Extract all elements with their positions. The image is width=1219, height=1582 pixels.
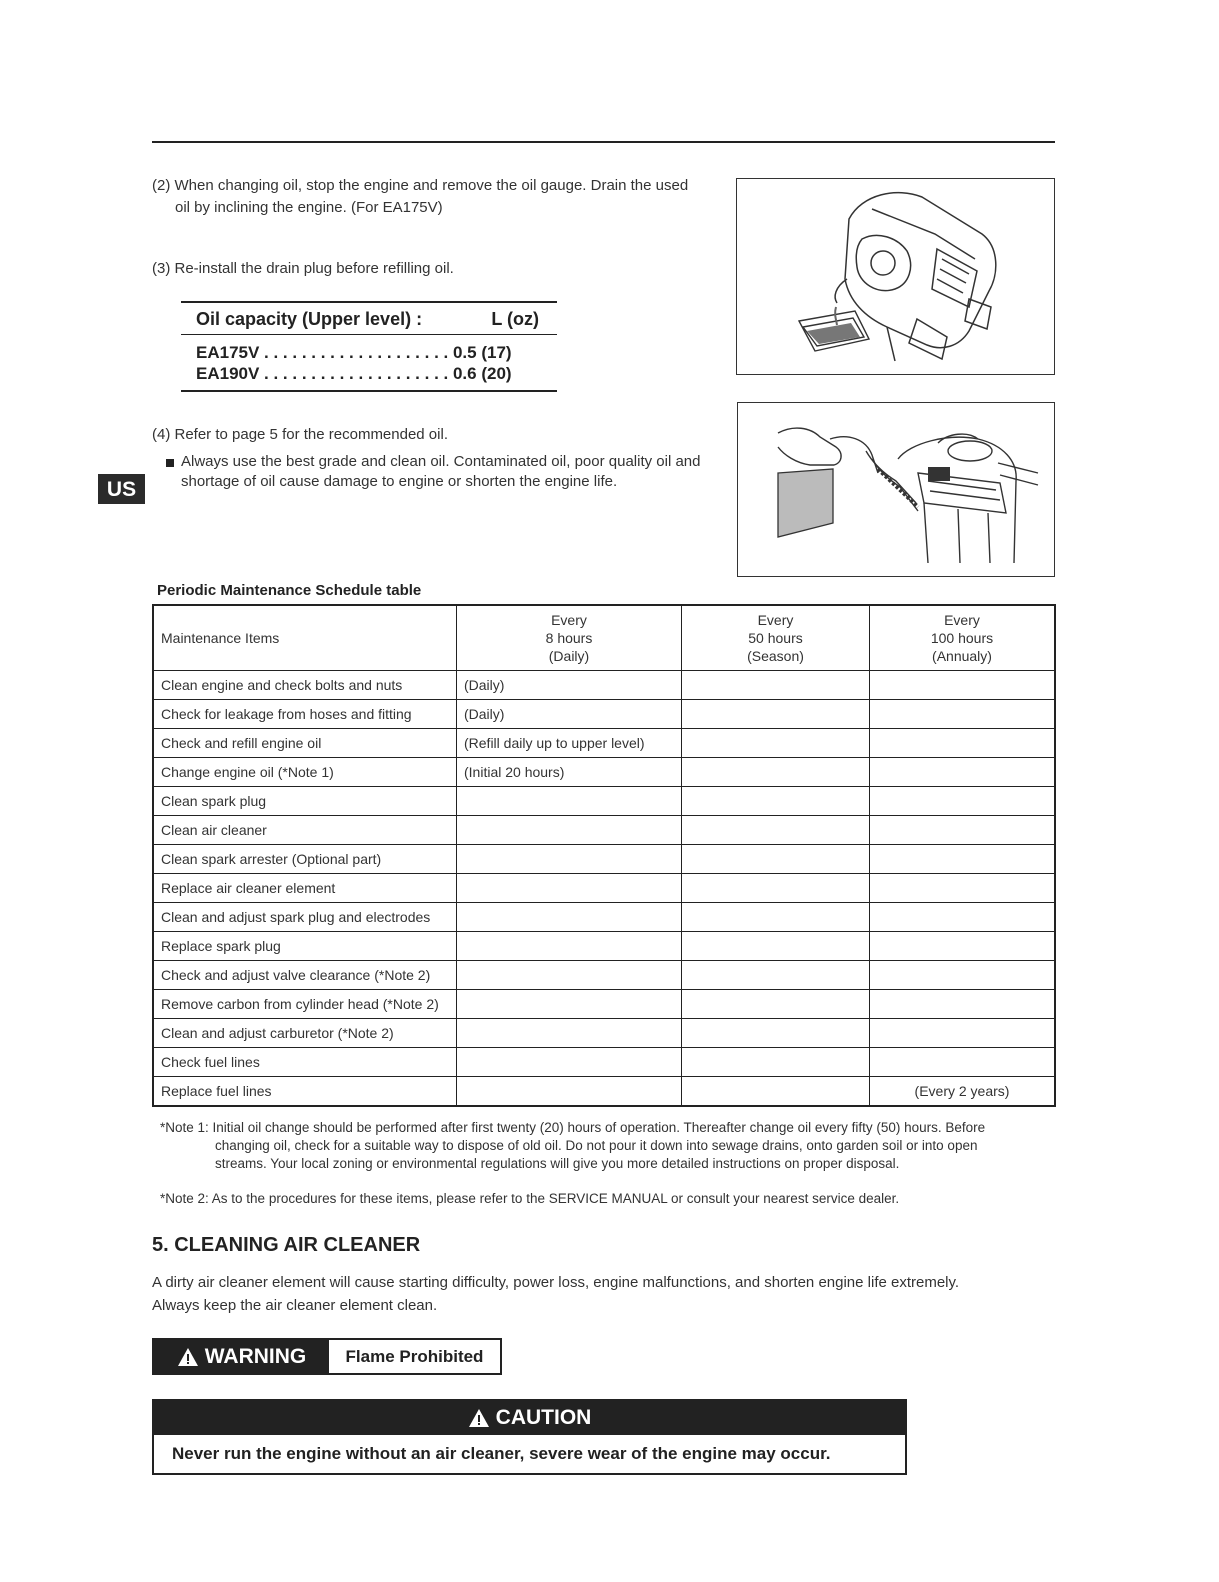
note-1: *Note 1: Initial oil change should be performed after first twenty (20) hours of operation. Thereafter change oil every fifty (50) hours. Before changing oil, check for a suitable way to dispose of old oil. Do not pour it down into sewage drains, onto garden soil or into open streams. Your local zoning or environmental regulations will give you more detailed instructions on proper disposal.	[160, 1120, 986, 1171]
oil-capacity-ea190v: EA190V . . . . . . . . . . . . . . . . . . . . 0.6 (20)	[196, 364, 512, 383]
warning-triangle-icon	[177, 1347, 199, 1367]
step-2-line-1: (2) When changing oil, stop the engine and remove the oil gauge. Drain the used	[152, 177, 689, 194]
table-row	[153, 845, 1055, 874]
table-row	[153, 700, 1055, 729]
table-row	[153, 990, 1055, 1019]
table-row	[153, 671, 1055, 700]
header-every-50-hours: Every 50 hours (Season)	[682, 605, 870, 671]
row-8h-cell: (Refill daily up to upper level)	[457, 729, 682, 758]
oil-refill-drawing	[738, 403, 1054, 576]
bullet-line-1: Always use the best grade and clean oil. Contaminated oil, poor quality oil and	[181, 453, 701, 470]
step-2	[152, 175, 712, 219]
oil-capacity-unit: L (oz)	[491, 309, 539, 329]
row-8h-cell: (Daily)	[457, 671, 682, 700]
row-item: Check and adjust valve clearance (*Note 2)	[153, 961, 457, 990]
row-item: Replace fuel lines	[153, 1077, 457, 1107]
row-item: Replace spark plug	[153, 932, 457, 961]
caution-text: Never run the engine without an air cleaner, severe wear of the engine may occur.	[172, 1444, 831, 1463]
row-item: Check and refill engine oil	[153, 729, 457, 758]
step-3: (3) Re-install the drain plug before refilling oil.	[152, 260, 454, 277]
row-item: Clean spark arrester (Optional part)	[153, 845, 457, 874]
engine-draining-drawing	[737, 179, 1054, 374]
table-row: Replace fuel lines (Every 2 years)	[153, 1077, 1055, 1107]
table-row	[153, 816, 1055, 845]
row-item: Clean and adjust spark plug and electrodes	[153, 903, 457, 932]
caution-label: CAUTION	[495, 1406, 592, 1429]
warning-box	[152, 1338, 502, 1375]
oil-refill-illustration	[737, 402, 1055, 577]
row-8h-cell: (Initial 20 hours)	[457, 758, 682, 787]
caution-triangle-icon	[468, 1408, 490, 1428]
row-item: Remove carbon from cylinder head (*Note 2)	[153, 990, 457, 1019]
warning-text: Flame Prohibited	[345, 1346, 484, 1366]
engine-draining-illustration	[736, 178, 1055, 375]
oil-capacity-box	[181, 301, 557, 392]
header-maintenance-items: Maintenance Items	[153, 605, 457, 671]
row-item: Clean and adjust carburetor (*Note 2)	[153, 1019, 457, 1048]
bullet-line-2: shortage of oil cause damage to engine or shorten the engine life.	[181, 473, 618, 490]
step-4: (4) Refer to page 5 for the recommended oil.	[152, 426, 448, 443]
row-item: Clean air cleaner	[153, 816, 457, 845]
table-row	[153, 903, 1055, 932]
row-item: Check for leakage from hoses and fitting	[153, 700, 457, 729]
warning-label: WARNING	[204, 1344, 307, 1368]
row-item: Check fuel lines	[153, 1048, 457, 1077]
table-row	[153, 787, 1055, 816]
row-item: Replace air cleaner element	[153, 874, 457, 903]
table-row	[153, 729, 1055, 758]
row-item: Clean spark plug	[153, 787, 457, 816]
caution-box	[152, 1399, 907, 1475]
section-5-text: A dirty air cleaner element will cause starting difficulty, power loss, engine malfunctions, and shorten engine life extremely. Always keep the air cleaner element clean.	[152, 1274, 960, 1314]
oil-quality-bullet	[166, 452, 726, 492]
header-rule	[152, 141, 1055, 143]
oil-capacity-ea175v: EA175V . . . . . . . . . . . . . . . . . . . . 0.5 (17)	[196, 343, 512, 362]
row-item: Change engine oil (*Note 1)	[153, 758, 457, 787]
header-every-8-hours: Every 8 hours (Daily)	[457, 605, 682, 671]
bullet-square-icon	[166, 459, 174, 467]
schedule-table-title: Periodic Maintenance Schedule table	[157, 582, 422, 599]
table-row	[153, 932, 1055, 961]
table-row	[153, 1019, 1055, 1048]
step-2-line-2: oil by inclining the engine. (For EA175V)	[175, 199, 443, 216]
header-every-100-hours: Every 100 hours (Annualy)	[870, 605, 1056, 671]
maintenance-schedule-table	[152, 604, 1056, 1107]
table-row	[153, 874, 1055, 903]
row-8h-cell: (Daily)	[457, 700, 682, 729]
table-row	[153, 1048, 1055, 1077]
table-header-row	[153, 605, 1055, 671]
table-row	[153, 961, 1055, 990]
table-row	[153, 758, 1055, 787]
row-item: Clean engine and check bolts and nuts	[153, 671, 457, 700]
language-tab: US	[98, 474, 145, 504]
section-5-heading: 5. CLEANING AIR CLEANER	[152, 1234, 421, 1256]
oil-capacity-label: Oil capacity (Upper level) :	[196, 309, 423, 329]
note-2: *Note 2: As to the procedures for these items, please refer to the SERVICE MANUAL or consult your nearest service dealer.	[160, 1191, 900, 1206]
